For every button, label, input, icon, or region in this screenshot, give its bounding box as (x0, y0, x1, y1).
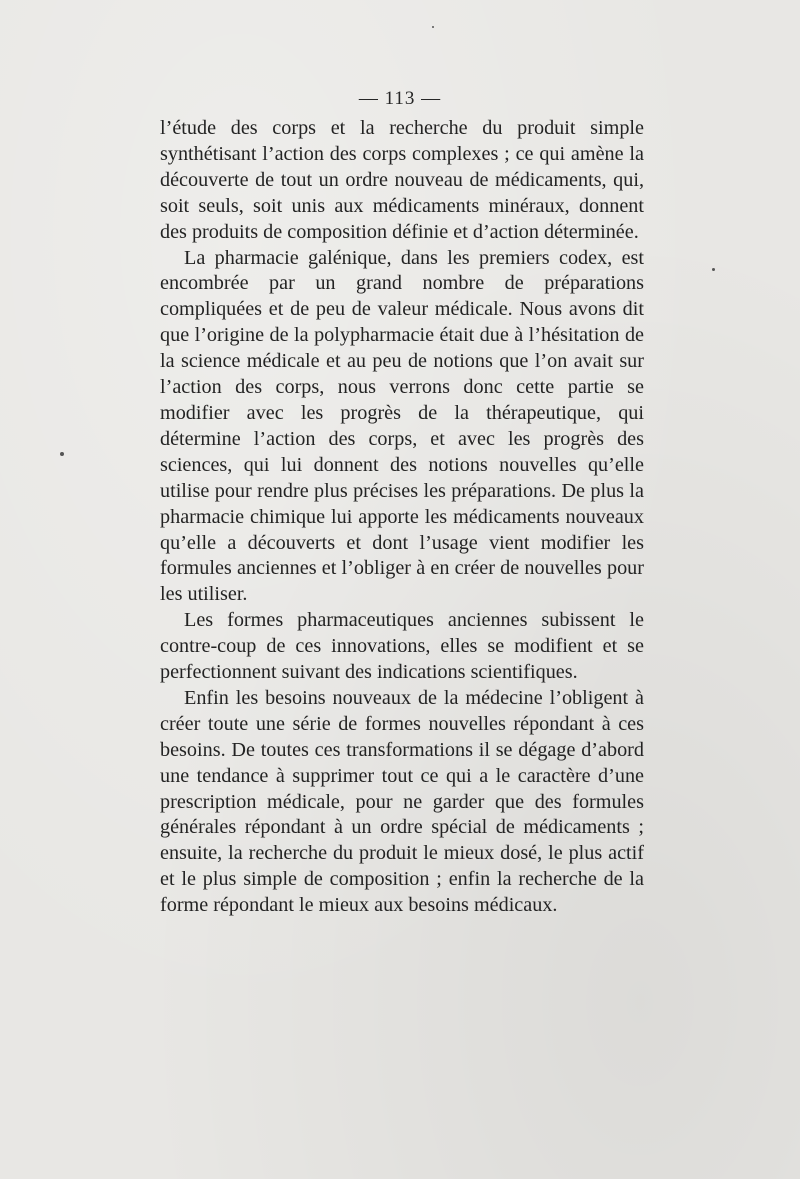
paper-speck (432, 26, 434, 28)
paragraph-besoins-nouveaux: Enfin les besoins nouveaux de la médecine l’obligent à créer toute une série de formes nouvelles répondant à ces besoins. De toutes ces transformations il se dégage d’abord une tendance à supprimer tout ce qui a le caractère d’une prescription médicale, pour ne garder que des formules générales répondant à un ordre spécial de médicaments ; ensuite, la recherche du produit le mieux dosé, le plus actif et le plus simple de composition ; enfin la recherche de la forme répondant le mieux aux besoins médicaux. (160, 686, 644, 917)
paper-speck (712, 268, 715, 271)
body-text (160, 116, 644, 919)
paper-speck (60, 452, 64, 456)
paragraph-pharmacie-galenique: La pharmacie galénique, dans les premiers codex, est encombrée par un grand nombre de préparations compliquées et de peu de valeur médicale. Nous avons dit que l’origine de la polypharmacie était due à l’hésitation de la science médicale et au peu de notions que l’on avait sur l’action des corps, nous verrons donc cette partie se modifier avec les progrès de la thérapeutique, qui détermine l’action des corps, et avec les progrès des sciences, qui lui donnent des notions nouvelles qu’elle utilise pour rendre plus précises les préparations. De plus la pharmacie chimique lui apporte les médicaments nouveaux qu’elle a découverts et dont l’usage vient modifier les formules anciennes et l’obliger à en créer de nouvelles pour les utiliser. (160, 246, 644, 606)
paragraph-continuation: l’étude des corps et la recherche du produit simple synthétisant l’action des corps complexes ; ce qui amène la découverte de tout un ordre nouveau de médicaments, qui, soit seuls, soit unis aux médicaments minéraux, donnent des produits de composition définie et d’action déterminée. (160, 117, 644, 243)
paragraph-formes-pharmaceutiques: Les formes pharmaceutiques anciennes subissent le contre-coup de ces innovations, elles se modifient et se perfectionnent suivant des indications scientifiques. (160, 609, 644, 684)
page-number: — 113 — (358, 88, 442, 109)
